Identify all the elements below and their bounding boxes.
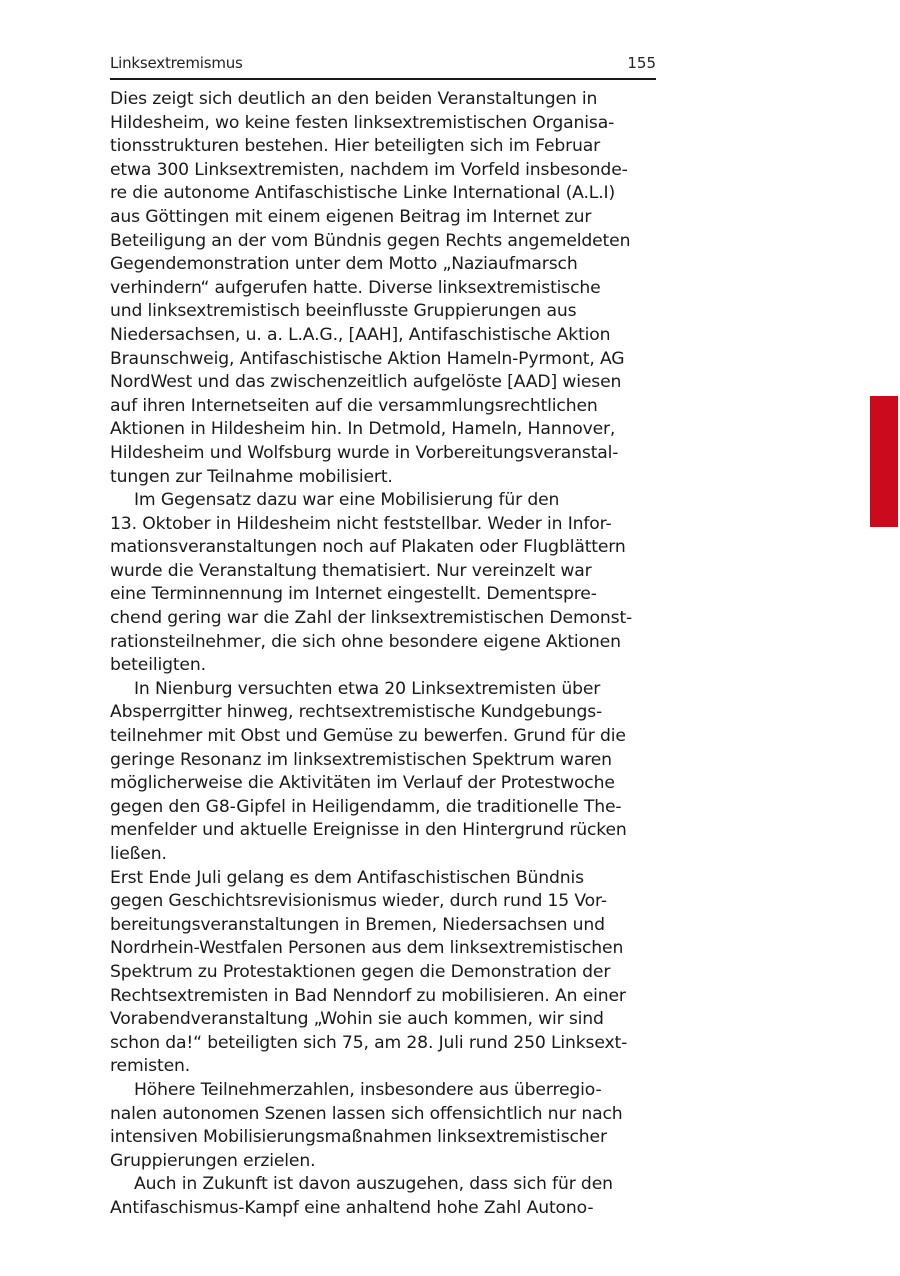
text-line: remisten. <box>110 1056 191 1077</box>
text-line: Nordrhein-Westfalen Personen aus dem linksextremistischen <box>110 938 624 959</box>
paragraph-first-line: Höhere Teilnehmerzahlen, insbesondere aus überregio- <box>134 1079 602 1100</box>
text-line: beteiligten. <box>110 655 206 676</box>
text-line: Antifaschismus-Kampf eine anhaltend hohe Zahl Autono- <box>110 1197 594 1218</box>
paragraph-first-line: In Nienburg versuchten etwa 20 Linksextremisten über <box>134 678 601 699</box>
text-line: Gruppierungen erzielen. <box>110 1150 316 1171</box>
paragraph-first-line: Auch in Zukunft ist davon auszugehen, dass sich für den <box>134 1174 613 1195</box>
text-line: mationsveranstaltungen noch auf Plakaten oder Flugblättern <box>110 537 626 558</box>
text-line: tionsstrukturen bestehen. Hier beteiligten sich im Februar <box>110 136 601 157</box>
text-line: NordWest und das zwischenzeitlich aufgelöste [AAD] wiesen <box>110 372 622 393</box>
body-text <box>110 88 670 1221</box>
text-line: tungen zur Teilnahme mobilisiert. <box>110 466 393 487</box>
text-line: Aktionen in Hildesheim hin. In Detmold, Hameln, Hannover, <box>110 419 616 440</box>
text-line: teilnehmer mit Obst und Gemüse zu bewerfen. Grund für die <box>110 726 626 747</box>
text-line: Hildesheim, wo keine festen linksextremistischen Organisa- <box>110 112 615 133</box>
text-line: auf ihren Internetseiten auf die versammlungsrechtlichen <box>110 395 598 416</box>
text-line: eine Terminnennung im Internet eingestellt. Dementspre- <box>110 584 597 605</box>
text-line: möglicherweise die Aktivitäten im Verlauf der Protestwoche <box>110 773 615 794</box>
text-line: gegen den G8-Gipfel in Heiligendamm, die traditionelle The- <box>110 796 622 817</box>
text-line: Hildesheim und Wolfsburg wurde in Vorbereitungsveranstal- <box>110 442 619 463</box>
text-line: Vorabendveranstaltung „Wohin sie auch kommen, wir sind <box>110 1009 604 1030</box>
text-line: menfelder und aktuelle Ereignisse in den Hintergrund rücken <box>110 820 627 841</box>
text-line: ließen. <box>110 844 167 864</box>
text-line: verhindern“ aufgerufen hatte. Diverse linksextremistische <box>110 277 601 298</box>
text-line: Absperrgitter hinweg, rechtsextremistische Kundgebungs- <box>110 702 603 723</box>
text-line: Braunschweig, Antifaschistische Aktion Hameln-Pyrmont, AG <box>110 348 625 369</box>
text-line: re die autonome Antifaschistische Linke International (A.L.I) <box>110 183 616 204</box>
text-line: geringe Resonanz im linksextremistischen Spektrum waren <box>110 749 612 770</box>
text-line: bereitungsveranstaltungen in Bremen, Niedersachsen und <box>110 914 605 935</box>
section-marker-tab <box>870 396 898 527</box>
running-header <box>110 52 656 80</box>
text-line: intensiven Mobilisierungsmaßnahmen linksextremistischer <box>110 1127 607 1148</box>
text-line: rationsteilnehmer, die sich ohne besondere eigene Aktionen <box>110 631 621 652</box>
text-line: Niedersachsen, u. a. L.A.G., [AAH], Antifaschistische Aktion <box>110 324 611 345</box>
text-line: Rechtsextremisten in Bad Nenndorf zu mobilisieren. An einer <box>110 985 626 1006</box>
page-number: 155 <box>627 54 656 72</box>
text-line: schon da!“ beteiligten sich 75, am 28. Juli rund 250 Linksext- <box>110 1032 628 1053</box>
text-line: etwa 300 Linksextremisten, nachdem im Vorfeld insbesonde- <box>110 159 628 180</box>
text-line: und linksextremistisch beeinflusste Gruppierungen aus <box>110 301 577 322</box>
text-line: nalen autonomen Szenen lassen sich offensichtlich nur nach <box>110 1103 623 1124</box>
text-line: Dies zeigt sich deutlich an den beiden Veranstaltungen in <box>110 89 598 109</box>
text-line: Spektrum zu Protestaktionen gegen die Demonstration der <box>110 961 611 982</box>
text-line: gegen Geschichtsrevisionismus wieder, durch rund 15 Vor- <box>110 891 607 912</box>
text-line: Beteiligung an der vom Bündnis gegen Rechts angemeldeten <box>110 230 631 251</box>
text-line: aus Göttingen mit einem eigenen Beitrag im Internet zur <box>110 206 592 227</box>
text-line: Gegendemonstration unter dem Motto „Naziaufmarsch <box>110 254 578 275</box>
paragraph-first-line: Im Gegensatz dazu war eine Mobilisierung für den <box>134 490 560 511</box>
text-line: wurde die Veranstaltung thematisiert. Nur vereinzelt war <box>110 560 592 581</box>
text-line: 13. Oktober in Hildesheim nicht feststellbar. Weder in Infor- <box>110 513 612 534</box>
text-line: chend gering war die Zahl der linksextremistischen Demonst- <box>110 608 633 629</box>
chapter-title: Linksextremismus <box>110 54 243 72</box>
text-line: Erst Ende Juli gelang es dem Antifaschistischen Bündnis <box>110 867 584 888</box>
